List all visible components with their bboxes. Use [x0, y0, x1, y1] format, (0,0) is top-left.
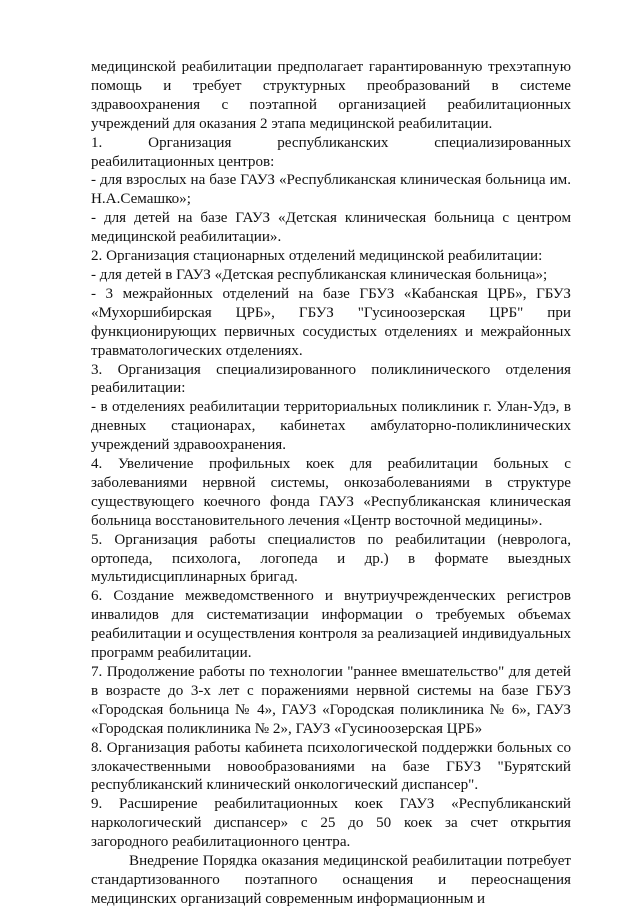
- item-9: 9. Расширение реабилитационных коек ГАУЗ «Республиканский наркологический диспансер» с 25 до 50 коек за счет открытия загородного реабилитационного центра.: [91, 796, 571, 851]
- item-2-children: - для детей в ГАУЗ «Детская республиканская клиническая больница»;: [91, 266, 548, 283]
- paragraph-conclusion: Внедрение Порядка оказания медицинской реабилитации потребует стандартизованного поэтапного оснащения и переоснащения медицинских организаций современным информационным и: [91, 853, 571, 907]
- item-6: 6. Создание межведомственного и внутриучрежденческих регистров инвалидов для систематизации информации о требуемых объемах реабилитации и осуществления контроля за реализацией индивидуальных программ реабилитации.: [91, 588, 571, 662]
- item-8: 8. Организация работы кабинета психологической поддержки больных со злокачественными новообразованиями на базе ГБУЗ "Бурятский республиканский клинический онкологический диспансер".: [91, 739, 571, 794]
- item-4: 4. Увеличение профильных коек для реабилитации больных с заболеваниями нервной системы, онкозаболеваниями в структуре существующего коечного фонда ГАУЗ «Республиканская клиническая больница восстановительного лечения «Центр восточной медицины».: [91, 456, 571, 529]
- item-3-heading: 3. Организация специализированного поликлинического отделения реабилитации:: [91, 361, 571, 397]
- item-5: 5. Организация работы специалистов по реабилитации (невролога, ортопеда, психолога, логопеда и др.) в формате выездных мультидисциплинарных бригад.: [91, 531, 571, 586]
- item-1-children: - для детей на базе ГАУЗ «Детская клиническая больница с центром медицинской реабилитации».: [91, 210, 571, 246]
- document-page: [91, 58, 571, 909]
- item-1-adults: - для взрослых на базе ГАУЗ «Республиканская клиническая больница им. Н.А.Семашко»;: [91, 172, 571, 208]
- item-7: 7. Продолжение работы по технологии "раннее вмешательство" для детей в возрасте до 3-х лет с поражениями нервной системы на базе ГБУЗ «Городская больница № 4», ГАУЗ «Городская поликлиника № 6», ГАУЗ «Городская поликлиника № 2», ГАУЗ «Гусиноозерская ЦРБ»: [91, 664, 571, 737]
- item-2-interdistrict: - 3 межрайонных отделений на базе ГБУЗ «Кабанская ЦРБ», ГБУЗ «Мухоршибирская ЦРБ», ГБУЗ "Гусиноозерская ЦРБ" при функционирующих первичных сосудистых отделениях и межрайонных травматологических отделениях.: [91, 285, 571, 359]
- item-3-detail: - в отделениях реабилитации территориальных поликлиник г. Улан-Удэ, в дневных стационарах, кабинетах амбулаторно-поликлинических учреждений здравоохранения.: [91, 399, 571, 454]
- item-1-heading: 1. Организация республиканских специализированных реабилитационных центров:: [91, 134, 571, 170]
- paragraph-intro: медицинской реабилитации предполагает гарантированную трехэтапную помощь и требует структурных преобразований в системе здравоохранения с поэтапной организацией реабилитационных учреждений для оказания 2 этапа медицинской реабилитации.: [91, 59, 571, 132]
- item-2-heading: 2. Организация стационарных отделений медицинской реабилитации:: [91, 248, 543, 265]
